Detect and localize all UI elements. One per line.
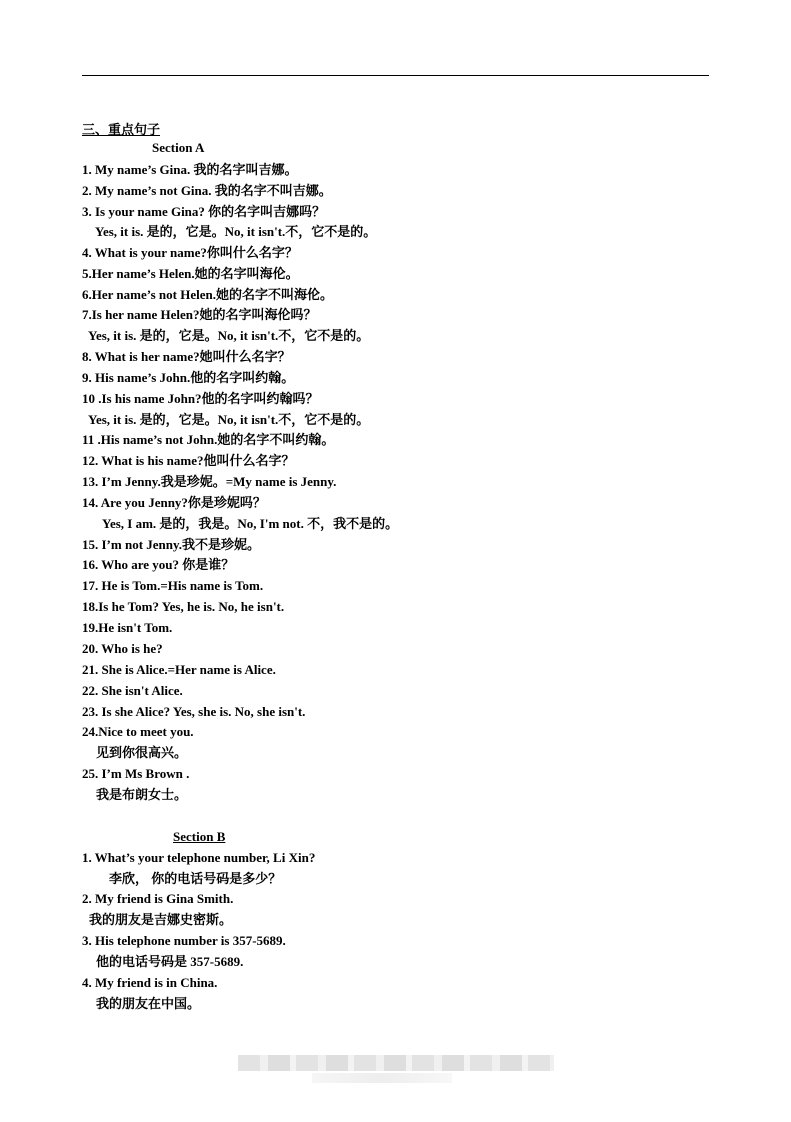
answer-line: Yes, it is. 是的，它是。No, it isn't.不，它不是的。 <box>88 328 370 343</box>
sentence-line: 14. Are you Jenny?你是珍妮吗？ <box>82 495 266 510</box>
sentence-line: 16. Who are you? 你是谁？ <box>82 557 235 572</box>
sentence-line: 2. My friend is Gina Smith. <box>82 891 234 906</box>
sentence-line: 4. What is your name?你叫什么名字？ <box>82 245 298 260</box>
sentence-line: 3. His telephone number is 357-5689. <box>82 933 286 948</box>
sentence-line: 11 .His name’s not John.她的名字不叫约翰。 <box>82 432 335 447</box>
answer-line: Yes, it is. 是的，它是。No, it isn't.不，它不是的。 <box>95 224 377 239</box>
section-b-title: Section B <box>173 829 226 844</box>
translation-line: 他的电话号码是 357-5689. <box>96 954 244 969</box>
sentence-line: 21. She is Alice.=Her name is Alice. <box>82 662 276 677</box>
sentence-line: 6.Her name’s not Helen.她的名字不叫海伦。 <box>82 287 333 302</box>
answer-line: Yes, it is. 是的，它是。No, it isn't.不，它不是的。 <box>88 412 370 427</box>
sentence-line: 23. Is she Alice? Yes, she is. No, she isn't. <box>82 704 306 719</box>
sentence-line: 3. Is your name Gina? 你的名字叫吉娜吗？ <box>82 204 326 219</box>
sentence-line: 20. Who is he? <box>82 641 163 656</box>
blurred-footer <box>238 1055 554 1071</box>
sentence-line: 2. My name’s not Gina. 我的名字不叫吉娜。 <box>82 183 332 198</box>
sentence-line: 1. What’s your telephone number, Li Xin? <box>82 850 316 865</box>
sentence-line: 12. What is his name?他叫什么名字？ <box>82 453 295 468</box>
section-heading: 三、重点句子 <box>82 122 161 137</box>
sentence-line: 17. He is Tom.=His name is Tom. <box>82 578 264 593</box>
sentence-line: 10 .Is his name John?他的名字叫约翰吗？ <box>82 391 319 406</box>
blurred-footer-subline <box>312 1073 452 1083</box>
sentence-line: 22. She isn't Alice. <box>82 683 183 698</box>
sentence-line: 9. His name’s John.他的名字叫约翰。 <box>82 370 295 385</box>
sentence-line: 15. I’m not Jenny.我不是珍妮。 <box>82 537 261 552</box>
translation-line: 见到你很高兴。 <box>96 745 188 760</box>
translation-line: 我的朋友是吉娜史密斯。 <box>89 912 233 927</box>
sentence-line: 25. I’m Ms Brown . <box>82 766 190 781</box>
sentence-line: 1. My name’s Gina. 我的名字叫吉娜。 <box>82 162 298 177</box>
sentence-line: 24.Nice to meet you. <box>82 724 194 739</box>
sentence-line: 4. My friend is in China. <box>82 975 218 990</box>
sentence-line: 7.Is her name Helen?她的名字叫海伦吗？ <box>82 307 317 322</box>
sentence-line: 19.He isn't Tom. <box>82 620 173 635</box>
sentence-line: 18.Is he Tom? Yes, he is. No, he isn't. <box>82 599 285 614</box>
sentence-line: 8. What is her name?她叫什么名字？ <box>82 349 291 364</box>
translation-line: 我的朋友在中国。 <box>96 996 201 1011</box>
answer-line: Yes, I am. 是的，我是。No, I'm not. 不，我不是的。 <box>102 516 399 531</box>
sentence-line: 5.Her name’s Helen.她的名字叫海伦。 <box>82 266 299 281</box>
section-a-title: Section A <box>152 140 205 155</box>
top-rule <box>82 75 709 76</box>
sentence-line: 13. I’m Jenny.我是珍妮。=My name is Jenny. <box>82 474 337 489</box>
translation-line: 李欣， 你的电话号码是多少？ <box>109 871 282 886</box>
translation-line: 我是布朗女士。 <box>96 787 188 802</box>
